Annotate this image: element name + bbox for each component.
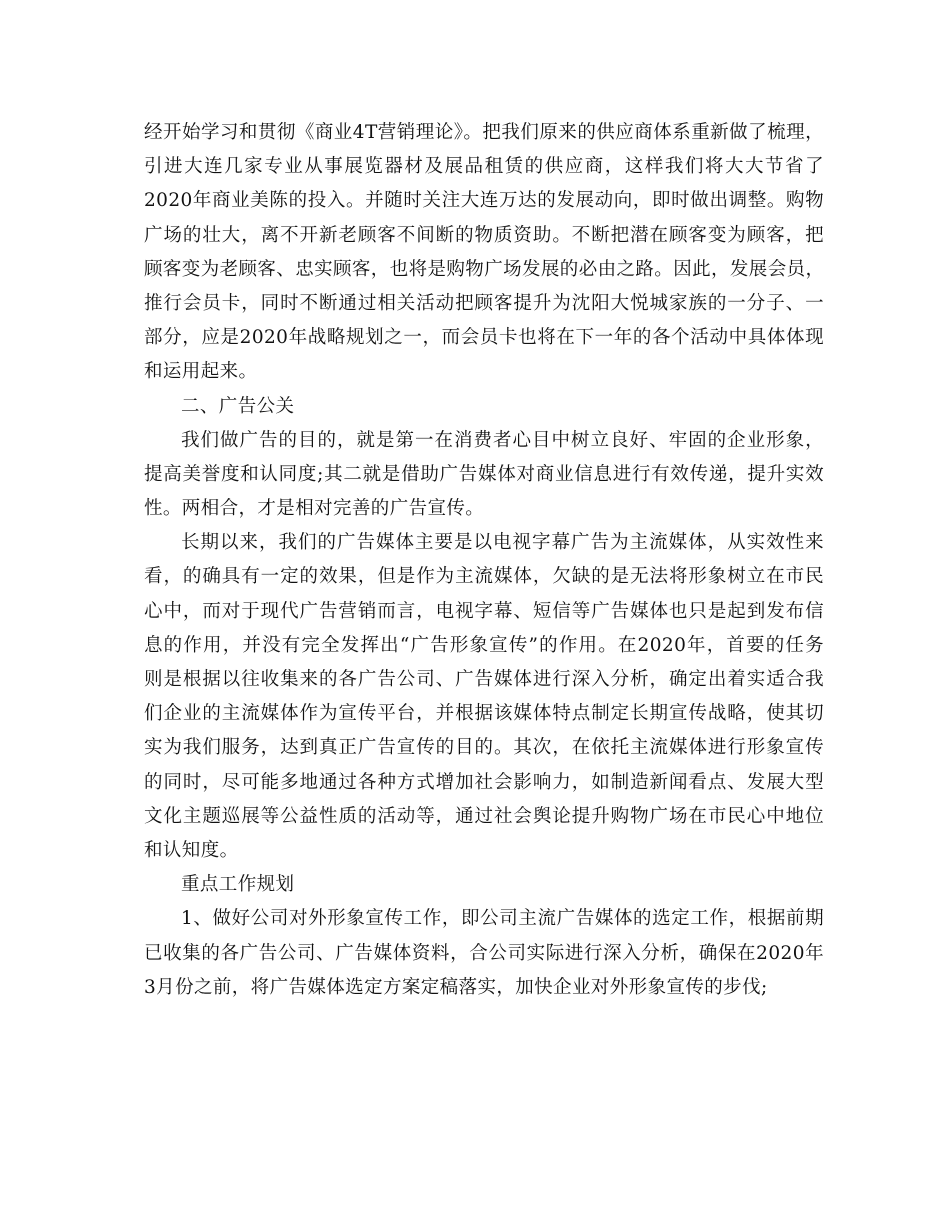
text-line: 们企业的主流媒体作为宣传平台，并根据该媒体特点制定长期宣传战略，使其切 xyxy=(144,703,824,725)
text-line: 我们做广告的目的，就是第一在消费者心目中树立良好、牢固的企业形象， xyxy=(181,429,824,451)
text-line: 3月份之前，将广告媒体选定方案定稿落实，加快企业对外形象宣传的步伐; xyxy=(144,976,768,998)
text-line: 性。两相合，才是相对完善的广告宣传。 xyxy=(144,498,485,520)
text-line: 实为我们服务，达到真正广告宣传的目的。其次，在依托主流媒体进行形象宣传 xyxy=(144,737,824,759)
text-line: 文化主题巡展等公益性质的活动等，通过社会舆论提升购物广场在市民心中地位 xyxy=(144,805,824,827)
text-line: 心中，而对于现代广告营销而言，电视字幕、短信等广告媒体也只是起到发布信 xyxy=(144,600,824,622)
text-line: 长期以来，我们的广告媒体主要是以电视字幕广告为主流媒体，从实效性来 xyxy=(181,532,824,554)
text-line: 则是根据以往收集来的各广告公司、广告媒体进行深入分析，确定出着实适合我 xyxy=(144,669,824,690)
text-line: 广场的壮大，离不开新老顾客不间断的物质资助。不断把潜在顾客变为顾客，把 xyxy=(144,224,824,246)
text-line: 看，的确具有一定的效果，但是作为主流媒体，欠缺的是无法将形象树立在市民 xyxy=(144,566,824,588)
text-line: 部分，应是2020年战略规划之一，而会员卡也将在下一年的各个活动中具体体现 xyxy=(144,327,824,349)
text-line: 引进大连几家专业从事展览器材及展品租赁的供应商，这样我们将大大节省了 xyxy=(144,156,824,178)
section-heading: 重点工作规划 xyxy=(181,874,295,896)
text-line: 和认知度。 xyxy=(144,839,239,861)
text-line: 1、做好公司对外形象宣传工作，即公司主流广告媒体的选定工作，根据前期 xyxy=(181,908,824,930)
text-line: 推行会员卡，同时不断通过相关活动把顾客提升为沈阳大悦城家族的一分子、一 xyxy=(144,292,824,314)
text-line: 顾客变为老顾客、忠实顾客，也将是购物广场发展的必由之路。因此，发展会员， xyxy=(144,258,825,280)
text-line: 2020年商业美陈的投入。并随时关注大连万达的发展动向，即时做出调整。购物 xyxy=(144,190,824,212)
document-body xyxy=(144,116,824,1005)
text-line: 和运用起来。 xyxy=(144,361,258,383)
text-line: 息的作用，并没有完全发挥出“广告形象宣传”的作用。在2020年，首要的任务 xyxy=(144,634,824,656)
text-line: 的同时，尽可能多地通过各种方式增加社会影响力，如制造新闻看点、发展大型 xyxy=(144,771,824,793)
text-line: 已收集的各广告公司、广告媒体资料，合公司实际进行深入分析，确保在2020年 xyxy=(144,942,824,964)
section-heading: 二、广告公关 xyxy=(181,395,295,417)
text-line: 经开始学习和贯彻《商业4T营销理论》。把我们原来的供应商体系重新做了梳理， xyxy=(144,122,824,143)
text-line: 提高美誉度和认同度;其二就是借助广告媒体对商业信息进行有效传递，提升实效 xyxy=(144,463,824,485)
